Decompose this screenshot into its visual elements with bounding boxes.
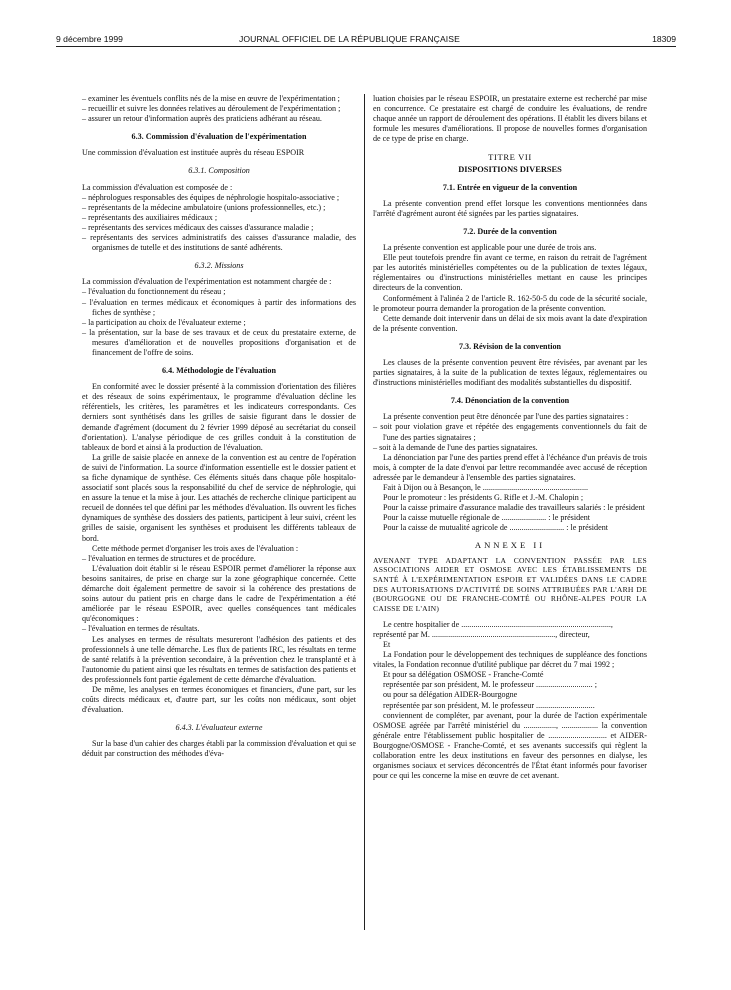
paragraph: La Fondation pour le développement des techniques de suppléance des fonctions vitales, la Fondation reconnue d'utilité publique par décret du 7 mai 1992 ; xyxy=(373,650,647,670)
right-column xyxy=(373,94,647,781)
list-item: – la présentation, sur la base de ses travaux et de ceux du prestataire externe, de mesures d'amélioration et de nouvelles propositions d'organisation et de financement de l'offre de soins. xyxy=(82,327,356,357)
list-item: – examiner les éventuels conflits nés de la mise en œuvre de l'expérimentation ; xyxy=(82,94,340,103)
paragraph: Les analyses en termes de résultats mesureront l'adhésion des patients et des professionnels à une telle démarche. Les flux de patients IRC, les résultats en terme de santé relatifs à la prévention secondaire, à la prévention chez le transplanté et à l'autonomie du patient ainsi que les résultats en termes de satisfaction des patients et des professionnels font partie également de cette démarche d'évaluation. xyxy=(82,634,356,684)
paragraph: Conformément à l'alinéa 2 de l'article R. 162-50-5 du code de la sécurité sociale, le promoteur pourra demander la prorogation de la présente convention. xyxy=(373,293,647,313)
section-heading: 6.4. Méthodologie de l'évaluation xyxy=(162,366,276,376)
paragraph: De même, les analyses en termes économiques et financiers, d'une part, sur les coûts directs médicaux et, d'autre part, sur les coûts non médicaux, sont objet d'évaluation. xyxy=(82,684,356,715)
subsection-heading: 6.3.2. Missions xyxy=(194,261,244,271)
list-item: – soit à la demande de l'une des parties signataires. xyxy=(373,442,538,452)
annexe-title: AVENANT TYPE ADAPTANT LA CONVENTION PASSÉE PAR LES ASSOCIATIONS AIDER ET OSMOSE AVEC LES ÉTABLISSEMENTS DE SANTÉ À L'EXPÉRIMENTATION ESPOIR ET VALIDÉES DANS LE CADRE DES AUTORISATIONS D'ACTIVITÉ DE SOINS ATTRIBUÉES PAR L'ARH DE (BOURGOGNE OU DE FRANCHE-COMTÉ OU RHÔNE-ALPES POUR LA CAISSE DE L'AIN) xyxy=(373,555,647,614)
paragraph: Et xyxy=(383,639,391,649)
signature-promoteur: Pour le promoteur : les présidents G. Rifle et J.-M. Chalopin ; xyxy=(383,493,584,503)
paragraph: représentée par son président, M. le professeur ............................. xyxy=(383,700,595,710)
paragraph: La dénonciation par l'une des parties prend effet à l'échéance d'un préavis de trois mois, à compter de la date d'envoi par lettre recommandée avec accusé de réception adressée par le demandeur à l'ensemble des parties signataires. xyxy=(373,452,647,482)
list-item: – néphrologues responsables des équipes de néphrologie hospitalo-associative ; xyxy=(82,192,340,202)
paragraph: Les clauses de la présente convention peuvent être révisées, par avenant par les parties signataires, à la suite de la publication de textes légaux, réglementaires ou d'instructions ministérielles modifiant des modalités substantielles du dispositif. xyxy=(373,357,647,388)
paragraph: La présente convention prend effet lorsque les conventions mentionnées dans l'arrêté d'agrément auront été signées par les parties signataires. xyxy=(373,198,647,218)
list-item: – l'évaluation en termes de structures et de procédure. xyxy=(82,553,256,563)
list-item: – l'évaluation en termes médicaux et économiques à partir des informations des fiches de synthèse ; xyxy=(82,297,356,317)
section-heading: 6.3. Commission d'évaluation de l'expérimentation xyxy=(131,132,307,142)
list-item: – représentants de la médecine ambulatoire (unions professionnelles, etc.) ; xyxy=(82,202,326,212)
list-item: – recueillir et suivre les données relatives au déroulement de l'expérimentation ; xyxy=(82,104,341,114)
paragraph: représentée par son président, M. le professeur ............................ ; xyxy=(383,680,597,690)
list-item: – soit pour violation grave et répétée des engagements conventionnels du fait de l'une des parties signataires ; xyxy=(373,422,647,442)
paragraph: Cette demande doit intervenir dans un délai de six mois avant la date d'expiration de la présente convention. xyxy=(373,313,647,333)
paragraph: En conformité avec le dossier présenté à la commission d'orientation des filières et des réseaux de soins expérimentaux, le programme d'évaluation décline les référentiels, les critères, les paramètres et les indicateurs correspondants. Ces derniers sont synthétisés dans les grilles de saisie figurant dans le dossier de demande d'agrément (document du 2 février 1999 déposé au secrétariat du conseil d'orientation). L'analyse périodique de ces grilles conduit à la constitution de tableaux de bord et ainsi à la production de l'évaluation. xyxy=(82,382,356,452)
paragraph: La grille de saisie placée en annexe de la convention est au centre de l'opération de suivi de l'information. La source d'information essentielle est le dossier patient et sa fiche dynamique de synthèse. Ces éléments situés dans chaque pôle hospitalo-associatif sont placés sous la responsabilité du chef de service de néphrologie, qui en assure la tenue et la mise à jour. Les attachés de recherche clinique participent au recueil de données tel que défini par les méthodes d'évaluation. Ils ouvrent les fiches dynamiques de synthèse des dossiers des patients, participent à leur suivi, créent les grilles de saisie, organisent les synthèses et produisent les différents tableaux de bord. xyxy=(82,452,356,543)
section-heading: 7.4. Dénonciation de la convention xyxy=(450,396,570,406)
header-journal-title: JOURNAL OFFICIEL DE LA RÉPUBLIQUE FRANÇAISE xyxy=(239,34,460,44)
signature-caisse-mutuelle: Pour la caisse mutuelle régionale de ...................... : le président xyxy=(383,513,591,523)
list-item: – représentants des services administratifs des caisses d'assurance maladie, des organismes de tutelle et des institutions de santé adhérents. xyxy=(82,233,356,253)
section-heading: 7.1. Entrée en vigueur de la convention xyxy=(442,182,578,192)
paragraph: Une commission d'évaluation est instituée auprès du réseau ESPOIR xyxy=(82,148,305,158)
paragraph: Sur la base d'un cahier des charges établi par la commission d'évaluation et qui se déduit par construction des méthodes d'éva- xyxy=(82,739,356,759)
paragraph: La présente convention peut être dénoncée par l'une des parties signataires : xyxy=(383,412,629,422)
paragraph: luation choisies par le réseau ESPOIR, un prestataire externe est recherché par mise en concurrence. Ce prestataire est chargé de conduire les évaluations, de rendre chaque année un rapport de déroulement des opérations. Il établit les divers bilans et formule les mesures d'améliorations. Il propose de nouvelles formes d'organisation de ce type de prise en charge. xyxy=(373,94,647,144)
paragraph: Et pour sa délégation OSMOSE - Franche-Comté xyxy=(383,670,544,680)
list-item: – assurer un retour d'information auprès des praticiens adhérant au réseau. xyxy=(82,114,322,124)
paragraph: conviennent de compléter, par avenant, pour la durée de l'action expérimentale OSMOSE agréée par l'arrêté ministériel du ................, .................. la convention générale entre l'établissement public hospitalier de ............................. et AIDER-Bourgogne/OSMOSE - Franche-Comté, et ses avenants successifs qui règlent la collaboration entre les deux institutions en faveur des personnes en dialyse, les organismes sociaux et services déconcentrés de l'État étant informés pour favoriser pour ce qui les concerne la mise en œuvre de cet avenant. xyxy=(373,710,647,781)
list-item: – représentants des services médicaux des caisses d'assurance maladie ; xyxy=(82,222,314,232)
subsection-heading: 6.3.1. Composition xyxy=(188,166,250,176)
list-item: – l'évaluation en termes de résultats. xyxy=(82,624,200,634)
signature-caisse-primaire: Pour la caisse primaire d'assurance maladie des travailleurs salariés : le président xyxy=(383,503,645,513)
paragraph: La présente convention est applicable pour une durée de trois ans. xyxy=(383,243,597,253)
column-divider xyxy=(364,94,365,930)
paragraph: La commission d'évaluation de l'expérimentation est notamment chargée de : xyxy=(82,277,332,287)
paragraph: Cette méthode permet d'organiser les trois axes de l'évaluation : xyxy=(92,543,299,553)
paragraph: La commission d'évaluation est composée de : xyxy=(82,182,233,192)
title-subheading: DISPOSITIONS DIVERSES xyxy=(458,164,562,174)
header-page-number: 18309 xyxy=(652,34,676,44)
paragraph: L'évaluation doit établir si le réseau ESPOIR permet d'améliorer la réponse aux besoins sanitaires, de prise en charge sur la zone géographique concernée. Cette démarche doit également permettre de savoir si la cohérence des prestations de soins autour du patient pris en charge dans le cadre de l'expérimentation a été améliorée par le réseau ESPOIR, avec quelles conséquences tant médicales qu'économiques : xyxy=(82,563,356,624)
paragraph: Le centre hospitalier de .........................................................................., xyxy=(383,619,613,629)
paragraph: Elle peut toutefois prendre fin avant ce terme, en raison du retrait de l'agrément par les autorités ministérielles compétentes ou de la publication de textes légaux, réglementaires ou d'instructions ministérielles mettant en cause les principes directeurs de la convention. xyxy=(373,253,647,293)
page-header xyxy=(56,33,676,47)
section-heading: 7.2. Durée de la convention xyxy=(463,226,557,236)
title-heading: TITRE VII xyxy=(488,152,532,163)
header-date: 9 décembre 1999 xyxy=(56,34,123,44)
annexe-heading: ANNEXE II xyxy=(474,540,546,551)
signature-place: Fait à Dijon ou à Besançon, le .................................................... xyxy=(383,483,589,492)
list-item: – représentants des auxiliaires médicaux ; xyxy=(82,212,218,222)
paragraph: représenté par M. ............................................................., directeur, xyxy=(373,629,590,639)
list-item: – l'évaluation du fonctionnement du réseau ; xyxy=(82,287,226,297)
signature-caisse-agricole: Pour la caisse de mutualité agricole de ........................... : le président xyxy=(383,523,608,533)
paragraph: ou pour sa délégation AIDER-Bourgogne xyxy=(383,690,518,700)
section-heading: 7.3. Révision de la convention xyxy=(458,341,562,351)
subsection-heading: 6.4.3. L'évaluateur externe xyxy=(175,723,263,733)
list-item: – la participation au choix de l'évaluateur externe ; xyxy=(82,317,246,327)
left-column xyxy=(82,94,356,760)
